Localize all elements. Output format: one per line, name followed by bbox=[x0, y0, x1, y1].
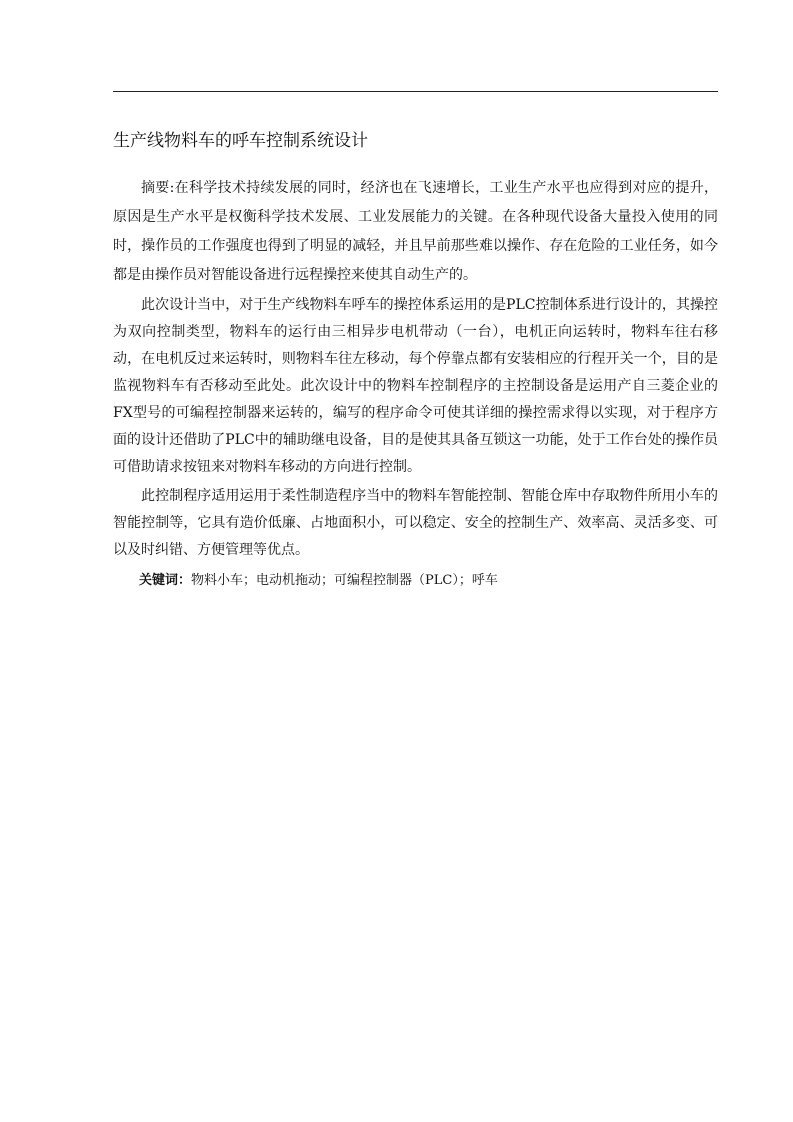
keywords-text: 物料小车；电动机拖动；可编程控制器（PLC）；呼车 bbox=[191, 573, 498, 588]
body-paragraph-2: 此次设计当中，对于生产线物料车呼车的操控体系运用的是PLC控制体系进行设计的，其操控为双向控制类型，物料车的运行由三相异步电机带动（一台），电机正向运转时，物料车往右移动，在电机反过来运转时，则物料车往左移动，每个停靠点都有安装相应的行程开关一个，目的是监视物料车有否移动至此处。此次设计中的物料车控制程序的主控制设备是运用产自三菱企业的FX型号的可编程控制器来运转的，编写的程序命令可使其详细的操控需求得以实现，对于程序方面的设计还借助了PLC中的辅助继电设备，目的是使其具备互锁这一功能，处于工作台处的操作员可借助请求按钮来对物料车移动的方向进行控制。 bbox=[113, 297, 718, 475]
body-paragraph-3: 此控制程序适用运用于柔性制造程序当中的物料车智能控制、智能仓库中存取物件所用小车的智能控制等，它具有造价低廉、占地面积小，可以稳定、安全的控制生产、效率高、灵活多变、可以及时纠错、方便管理等优点。 bbox=[113, 488, 718, 558]
header-rule bbox=[113, 91, 718, 92]
abstract-label: 摘要 bbox=[141, 180, 170, 196]
keywords-line bbox=[113, 566, 718, 595]
abstract-paragraph bbox=[113, 174, 718, 290]
document-body bbox=[113, 174, 718, 595]
keywords-label: 关键词： bbox=[139, 573, 192, 588]
abstract-separator: : bbox=[169, 180, 175, 196]
page-title: 生产线物料车的呼车控制系统设计 bbox=[113, 131, 368, 151]
abstract-text: 在科学技术持续发展的同时，经济也在飞速增长，工业生产水平也应得到对应的提升，原因是生产水平是权衡科学技术发展、工业发展能力的关键。在各种现代设备大量投入使用的同时，操作员的工作强度也得到了明显的减轻，并且早前那些难以操作、存在危险的工业任务，如今都是由操作员对智能设备进行远程操控来使其自动生产的。 bbox=[113, 180, 719, 283]
